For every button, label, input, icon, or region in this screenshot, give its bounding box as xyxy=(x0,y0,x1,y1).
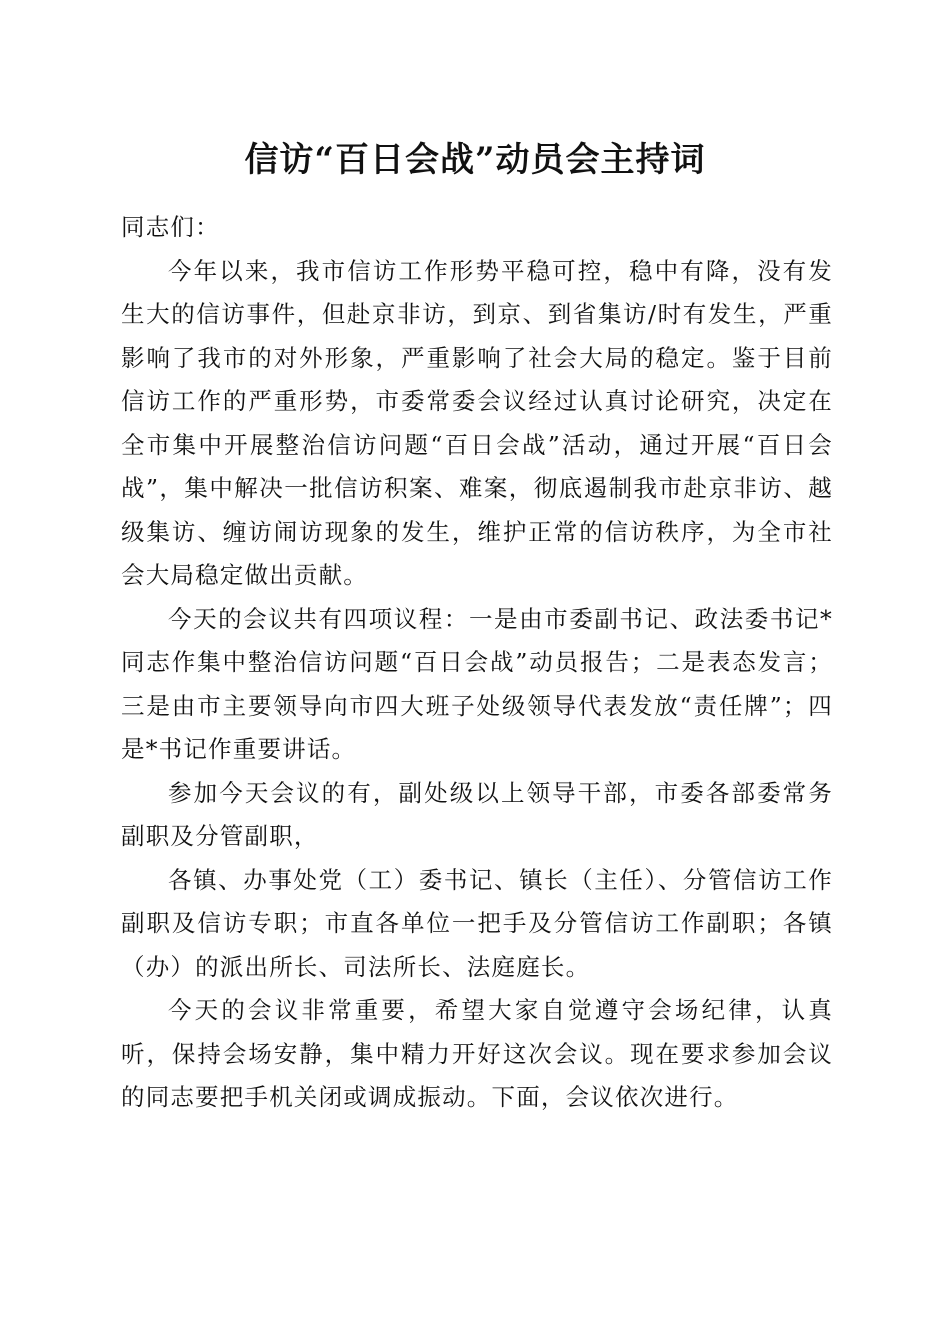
document-body xyxy=(121,206,833,1120)
paragraph-attendees-continued: 各镇、办事处党（工）委书记、镇长（主任）、分管信访工作副职及信访专职；市直各单位一把手及分管信访工作副职；各镇（办）的派出所长、司法所长、法庭庭长。 xyxy=(121,865,833,981)
paragraph-agenda: 今天的会议共有四项议程：一是由市委副书记、政法委书记*同志作集中整治信访问题“百日会战”动员报告；二是表态发言；三是由市主要领导向市四大班子处级领导代表发放“责任牌”；四是*书记作重要讲话。 xyxy=(121,604,833,763)
paragraph-attendees: 参加今天会议的有，副处级以上领导干部，市委各部委常务副职及分管副职， xyxy=(121,778,833,850)
salutation: 同志们： xyxy=(121,213,220,241)
paragraph-situation: 今年以来，我市信访工作形势平稳可控，稳中有降，没有发生大的信访事件，但赴京非访，到京、到省集访/时有发生，严重影响了我市的对外形象，严重影响了社会大局的稳定。鉴于目前信访工作的严重形势，市委常委会议经过认真讨论研究，决定在全市集中开展整治信访问题“百日会战”活动，通过开展“百日会战”，集中解决一批信访积案、难案，彻底遏制我市赴京非访、越级集访、缠访闹访现象的发生，维护正常的信访秩序，为全市社会大局稳定做出贡献。 xyxy=(121,256,833,589)
document-title: 信访“百日会战”动员会主持词 xyxy=(244,140,706,180)
paragraph-discipline: 今天的会议非常重要，希望大家自觉遵守会场纪律，认真听，保持会场安静，集中精力开好这次会议。现在要求参加会议的同志要把手机关闭或调成振动。下面，会议依次进行。 xyxy=(121,996,833,1111)
